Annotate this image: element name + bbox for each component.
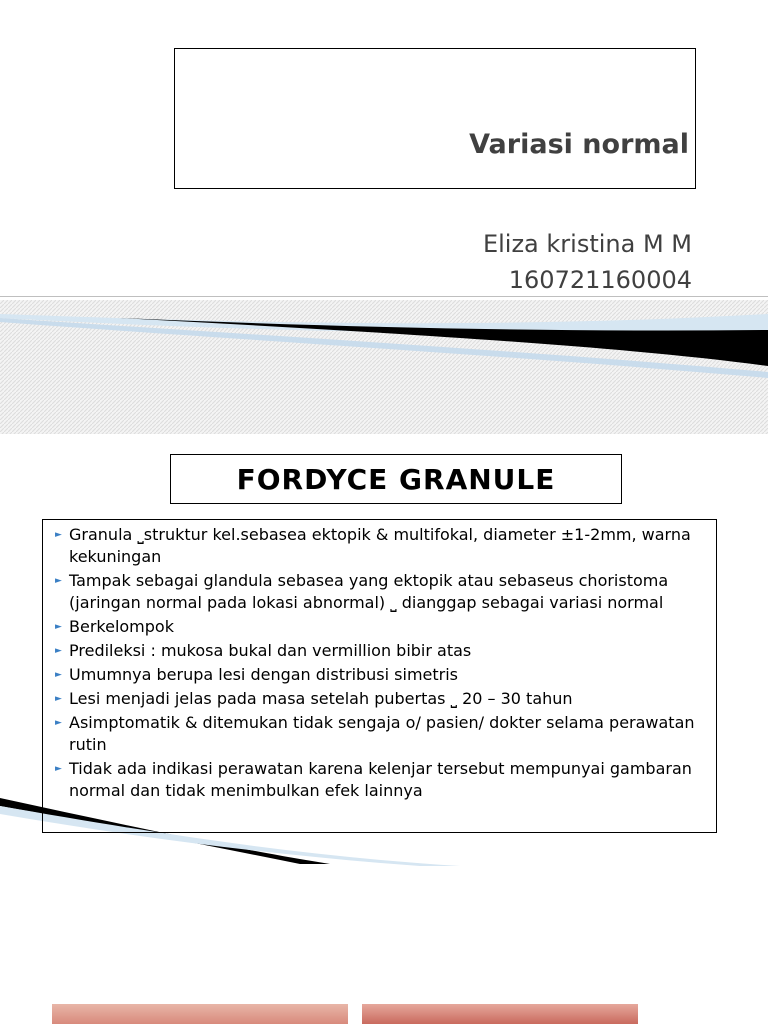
- title-frame: [174, 48, 696, 189]
- author-block: [483, 226, 692, 298]
- bullet-list: [55, 524, 708, 802]
- list-item: [55, 664, 708, 686]
- section-title-frame: [170, 454, 622, 504]
- title-slide: [0, 0, 768, 296]
- bullet-text: Tampak sebagai glandula sebasea yang ektopik atau sebaseus choristoma (jaringan normal pada lokasi abnormal) ⎵ dianggap sebagai variasi normal: [69, 571, 669, 612]
- slide-title: Variasi normal: [469, 129, 689, 160]
- triangle-bullet-icon: ►: [55, 530, 62, 540]
- triangle-bullet-icon: ►: [55, 576, 62, 586]
- list-item: [55, 758, 708, 802]
- bullet-text: Tidak ada indikasi perawatan karena kelenjar tersebut mempunyai gambaran normal dan tidak menimbulkan efek lainnya: [69, 759, 692, 800]
- author-id: 160721160004: [508, 266, 692, 294]
- content-slide: [0, 434, 768, 1024]
- list-item: [55, 616, 708, 638]
- list-item: [55, 640, 708, 662]
- list-item: [55, 688, 708, 710]
- triangle-bullet-icon: ►: [55, 646, 62, 656]
- list-item: [55, 524, 708, 568]
- bullet-text: Lesi menjadi jelas pada masa setelah pubertas ⎵ 20 – 30 tahun: [69, 689, 573, 708]
- bullet-text: Asimptomatik & ditemukan tidak sengaja o/ pasien/ dokter selama perawatan rutin: [69, 713, 695, 754]
- bullet-text: Berkelompok: [69, 617, 174, 636]
- triangle-bullet-icon: ►: [55, 694, 62, 704]
- clinical-photo-left: [52, 1004, 348, 1024]
- bullet-text: Predileksi : mukosa bukal dan vermillion bibir atas: [69, 641, 472, 660]
- bullet-content-box: [42, 519, 717, 833]
- list-item: [55, 570, 708, 614]
- triangle-bullet-icon: ►: [55, 670, 62, 680]
- triangle-bullet-icon: ►: [55, 718, 62, 728]
- bullet-text: Granula ⎵struktur kel.sebasea ektopik & multifokal, diameter ±1-2mm, warna kekuningan: [69, 525, 691, 566]
- triangle-bullet-icon: ►: [55, 764, 62, 774]
- slide-divider: [0, 296, 768, 297]
- list-item: [55, 712, 708, 756]
- triangle-bullet-icon: ►: [55, 622, 62, 632]
- section-title: FORDYCE GRANULE: [236, 462, 556, 496]
- author-name: Eliza kristina M M: [482, 230, 692, 258]
- decorative-swoosh-band: [0, 300, 768, 434]
- bullet-text: Umumnya berupa lesi dengan distribusi simetris: [69, 665, 459, 684]
- clinical-photo-right: [362, 1004, 638, 1024]
